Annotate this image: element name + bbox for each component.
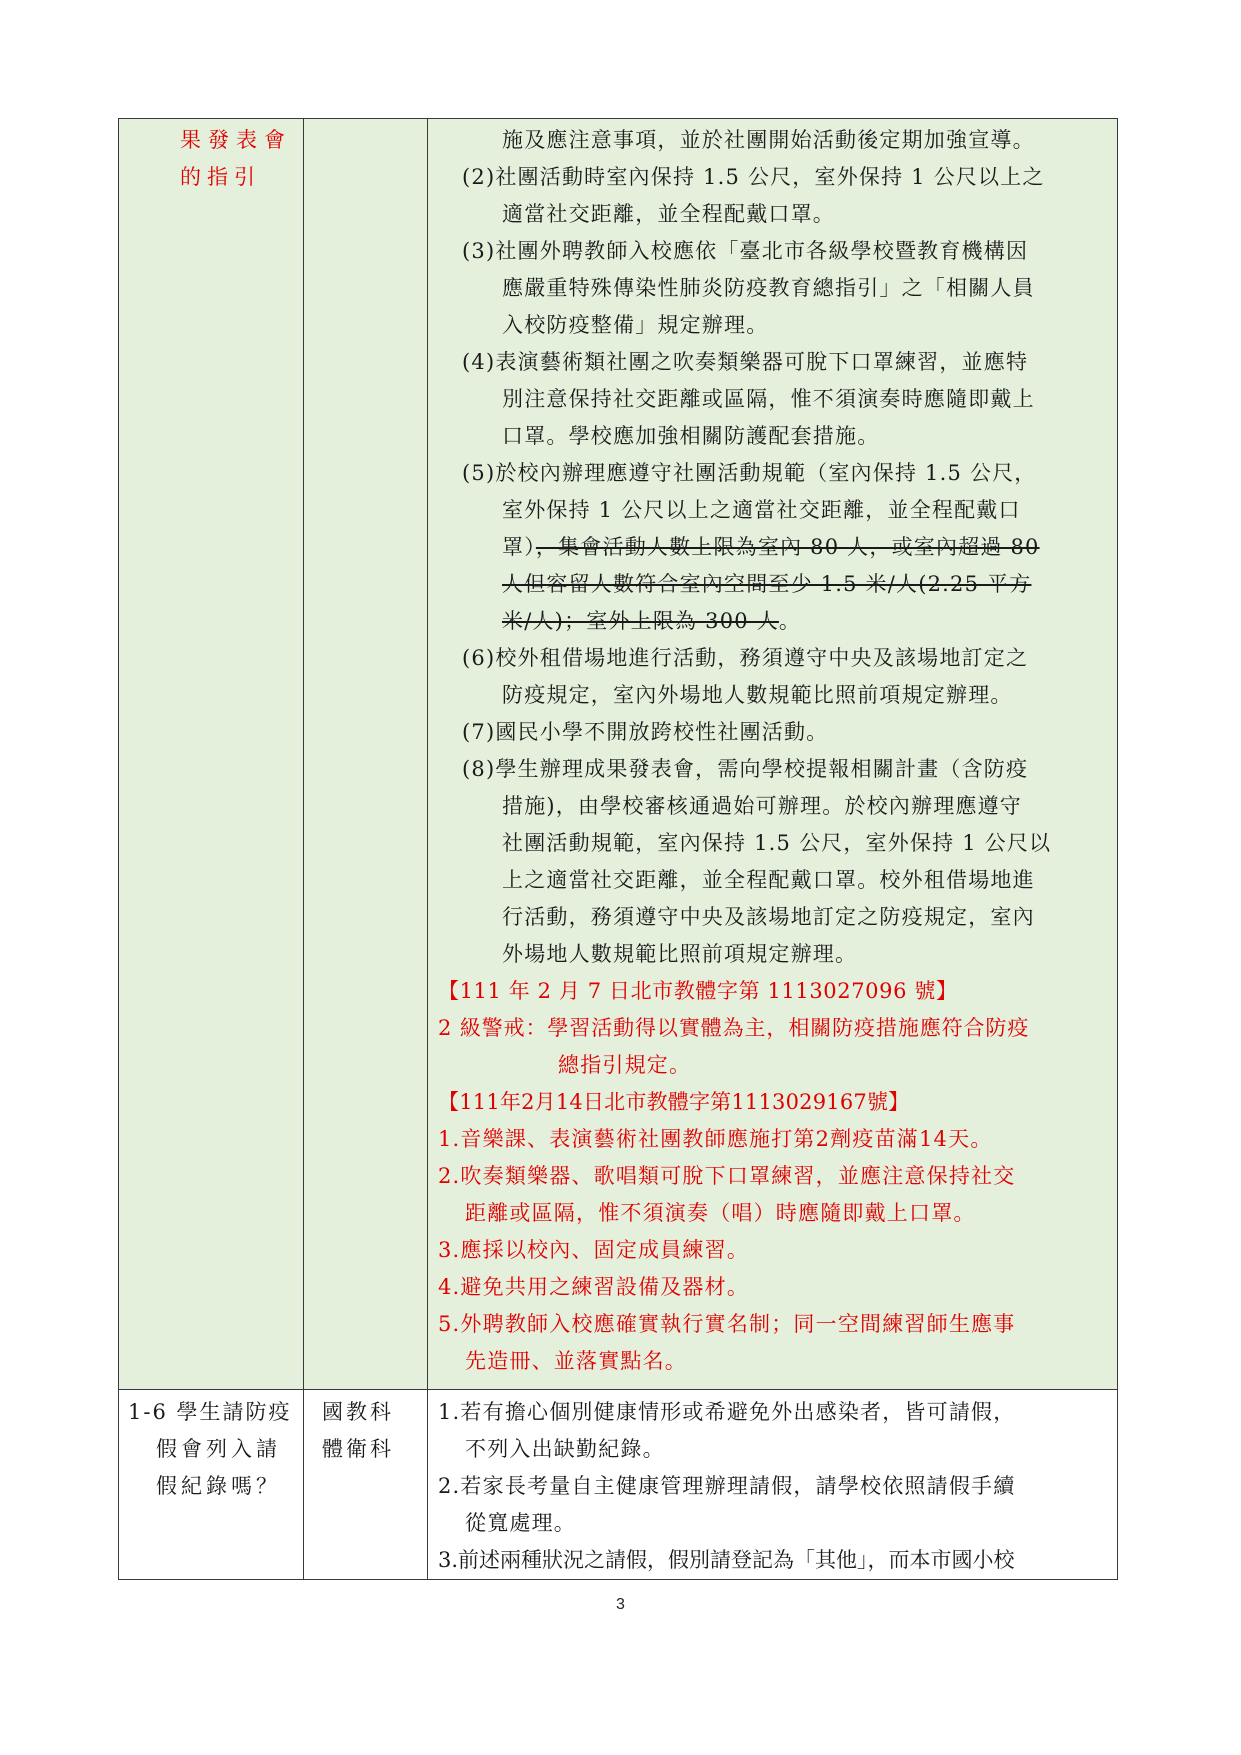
table-border-right [1117,118,1118,1580]
content-line: 室外保持 1 公尺以上之適當社交距離，並全程配戴口 [502,498,1021,522]
content-line: 別注意保持社交距離或區隔，惟不須演奏時應隨即戴上 [502,387,1035,411]
content-line: (7)國民小學不開放跨校性社團活動。 [462,720,829,744]
content-line: 適當社交距離，並全程配戴口罩。 [502,202,835,226]
content-line: 從寬處理。 [465,1511,576,1535]
content-line: 口罩。學校應加強相關防護配套措施。 [502,424,880,448]
content-line: 應嚴重特殊傳染性肺炎防疫教育總指引」之「相關人員 [502,276,1035,300]
content-table [118,118,1118,1580]
struck-text: 人但容留人數符合室內空間至少 1.5 米/人(2.25 平方 [502,572,1032,596]
table-border-top [118,118,1118,119]
regulation-reference: 【111年2月14日北市教體字第1113029167號】 [438,1090,910,1114]
row-divider [118,1389,1118,1390]
content-line: 2.若家長考量自主健康管理辦理請假，請學校依照請假手續 [438,1474,1016,1498]
struck-text: ，集會活動人數上限為室內 80 人，或室內超過 80 [535,535,1040,559]
content-line: 社團活動規範，室內保持 1.5 公尺，室外保持 1 公尺以 [502,831,1052,855]
content-line: (3)社團外聘教師入校應依「臺北市各級學校暨教育機構因 [462,239,1029,263]
rule-item: 距離或區隔，惟不須演奏（唱）時應隨即戴上口罩。 [465,1201,976,1225]
content-line: 1.若有擔心個別健康情形或希避免外出感染者，皆可請假， [438,1400,1016,1424]
content-line: (8)學生辦理成果發表會，需向學校提報相關計畫（含防疫 [462,757,1029,781]
column-divider-2 [427,118,428,1580]
row2-unit: 國教科 [322,1400,394,1424]
content-text: 。 [778,609,802,633]
column-divider-1 [303,118,304,1580]
row2-title-line: 1-6 學生請防疫 [128,1400,292,1424]
content-line: 上之適當社交距離，並全程配戴口罩。校外租借場地進 [502,868,1035,892]
rule-item: 3.應採以校內、固定成員練習。 [438,1238,750,1262]
content-line: 外場地人數規範比照前項規定辦理。 [502,942,858,966]
row1-title-line: 果發表會 [180,128,292,152]
content-line: 行活動，務須遵守中央及該場地訂定之防疫規定，室內 [502,905,1035,929]
struck-text: 米/人)；室外上限為 300 人 [502,609,779,633]
table-border-left [118,118,119,1580]
alert-line: 2 級警戒：學習活動得以實體為主，相關防疫措施應符合防疫 [438,1016,1030,1040]
rule-item: 5.外聘教師入校應確實執行實名制；同一空間練習師生應事 [438,1312,1016,1336]
content-line: 入校防疫整備」規定辦理。 [502,313,769,337]
row2-unit: 體衛科 [322,1437,394,1461]
rule-item: 2.吹奏類樂器、歌唱類可脫下口罩練習，並應注意保持社交 [438,1164,1016,1188]
content-line: 不列入出缺勤紀錄。 [465,1437,665,1461]
row2-title-line: 假會列入請 [156,1437,281,1461]
content-line: (4)表演藝術類社團之吹奏類樂器可脫下口罩練習，並應特 [462,350,1029,374]
content-line: (6)校外租借場地進行活動，務須遵守中央及該場地訂定之 [462,646,1029,670]
content-line [502,603,801,640]
alert-line: 總指引規定。 [558,1053,692,1077]
content-line: (2)社團活動時室內保持 1.5 公尺，室外保持 1 公尺以上之 [462,165,1045,189]
row1-title-line: 的指引 [180,165,261,189]
rule-item: 4.避免共用之練習設備及器材。 [438,1275,750,1299]
content-line: 防疫規定，室內外場地人數規範比照前項規定辦理。 [502,683,1013,707]
table-border-bottom [118,1579,1118,1580]
content-line: 3.前述兩種狀況之請假，假別請登記為「其他」，而本市國小校 [438,1548,1015,1572]
row2-title-line: 假紀錄嗎？ [156,1474,281,1498]
regulation-reference: 【111 年 2 月 7 日北市教體字第 1113027096 號】 [438,979,958,1003]
content-line: 措施)，由學校審核通過始可辦理。於校內辦理應遵守 [502,794,1022,818]
content-line: 施及應注意事項，並於社團開始活動後定期加強宣導。 [502,128,1035,152]
rule-item: 1.音樂課、表演藝術社團教師應施打第2劑疫苗滿14天。 [438,1127,993,1151]
content-text: 罩） [502,535,536,559]
content-line: (5)於校內辦理應遵守社團活動規範（室內保持 1.5 公尺， [462,461,1037,485]
rule-item: 先造冊、並落實點名。 [465,1349,687,1373]
content-line [502,529,1040,566]
page-number: 3 [616,1596,625,1613]
